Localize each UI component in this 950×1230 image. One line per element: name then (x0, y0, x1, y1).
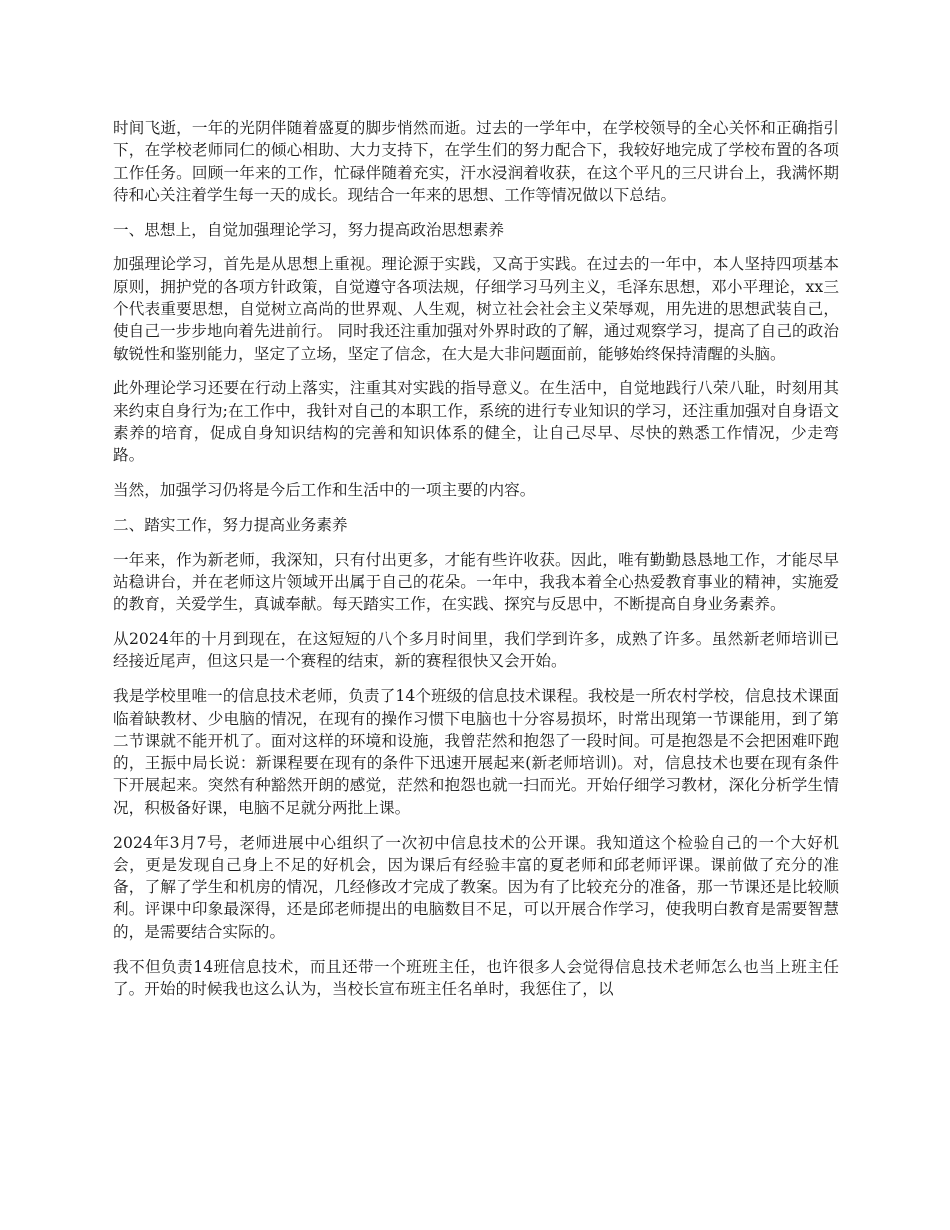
continued-study-paragraph: 当然，加强学习仍将是今后工作和生活中的一项主要的内容。 (113, 481, 536, 500)
open-class-paragraph: 2024年3月7号，老师进展中心组织了一次初中信息技术的公开课。我知道这个检验自己的一个大好机会，更是发现自己身上不足的好机会，因为课后有经验丰富的夏老师和邱老师评课。课前做了充分的准备，了解了学生和机房的情况，几经修改才完成了教案。因为有了比较充分的准备，那一节课还是比较顺利。评课中印象最深得，还是邱老师提出的电脑数目不足，可以开展合作学习，使我明白教育是需要智慧的，是需要结合实际的。 (113, 833, 839, 941)
section-heading-work: 二、踏实工作，努力提高业务素养 (113, 515, 348, 534)
intro-paragraph: 时间飞逝，一年的光阴伴随着盛夏的脚步悄然而逝。过去的一学年中，在学校领导的全心关怀和正确指引下，在学校老师同仁的倾心相助、大力支持下，在学生们的努力配合下，我较好地完成了学校布置的各项工作任务。回顾一年来的工作，忙碌伴随着充实，汗水浸润着收获，在这个平凡的三尺讲台上，我满怀期待和心关注着学生每一天的成长。现结合一年来的思想、工作等情况做以下总结。 (113, 119, 839, 204)
new-teacher-paragraph: 一年来，作为新老师，我深知，只有付出更多，才能有些许收获。因此，唯有勤勤恳恳地工作，才能尽早站稳讲台，并在老师这片领域开出属于自己的花朵。一年中，我我本着全心热爱教育事业的精神，实施爱的教育，关爱学生，真诚奉献。每天踏实工作，在实践、探究与反思中，不断提高自身业务素养。 (113, 550, 839, 614)
document-page (113, 117, 839, 1013)
training-paragraph: 从2024年的十月到现在，在这短短的八个多月时间里，我们学到许多，成熟了许多。虽然新老师培训已经接近尾声，但这只是一个赛程的结束，新的赛程很快又会开始。 (113, 630, 839, 671)
class-teacher-paragraph: 我不但负责14班信息技术，而且还带一个班班主任，也许很多人会觉得信息技术老师怎么也当上班主任了。开始的时候我也这么认为，当校长宣布班主任名单时，我惩住了，以 (113, 957, 839, 998)
it-teacher-paragraph: 我是学校里唯一的信息技术老师，负责了14个班级的信息技术课程。我校是一所农村学校，信息技术课面临着缺教材、少电脑的情况，在现有的操作习惯下电脑也十分容易损坏，时常出现第一节课能用，到了第二节课就不能开机了。面对这样的环境和设施，我曾茫然和抱怨了一段时间。可是抱怨是不会把困难吓跑的，王振中局长说：新课程要在现有的条件下迅速开展起来(新老师培训)。对，信息技术也要在现有条件下开展起来。突然有种豁然开朗的感觉，茫然和抱怨也就一扫而光。开始仔细学习教材，深化分析学生情况，积极备好课，电脑不足就分两批上课。 (113, 687, 839, 817)
theory-study-paragraph: 加强理论学习，首先是从思想上重视。理论源于实践，又高于实践。在过去的一年中，本人坚持四项基本原则，拥护党的各项方针政策，自觉遵守各项法规，仔细学习马列主义，毛泽东思想，邓小平理论，xx三个代表重要思想，自觉树立高尚的世界观、人生观，树立社会社会主义荣辱观，用先进的思想武装自己，使自己一步步地向着先进前行。 同时我还注重加强对外界时政的了解，通过观察学习，提高了自己的政治敏锐性和鉴别能力，坚定了立场，坚定了信念，在大是大非问题面前，能够始终保持清醒的头脑。 (113, 255, 839, 363)
practice-paragraph: 此外理论学习还要在行动上落实，注重其对实践的指导意义。在生活中，自觉地践行八荣八耻，时刻用其来约束自身行为;在工作中，我针对自己的本职工作，系统的进行专业知识的学习，还注重加强对自身语文素养的培育，促成自身知识结构的完善和知识体系的健全，让自己尽早、尽快的熟悉工作情况，少走弯路。 (113, 379, 839, 465)
section-heading-thought: 一、思想上，自觉加强理论学习，努力提高政治思想素养 (113, 220, 505, 239)
